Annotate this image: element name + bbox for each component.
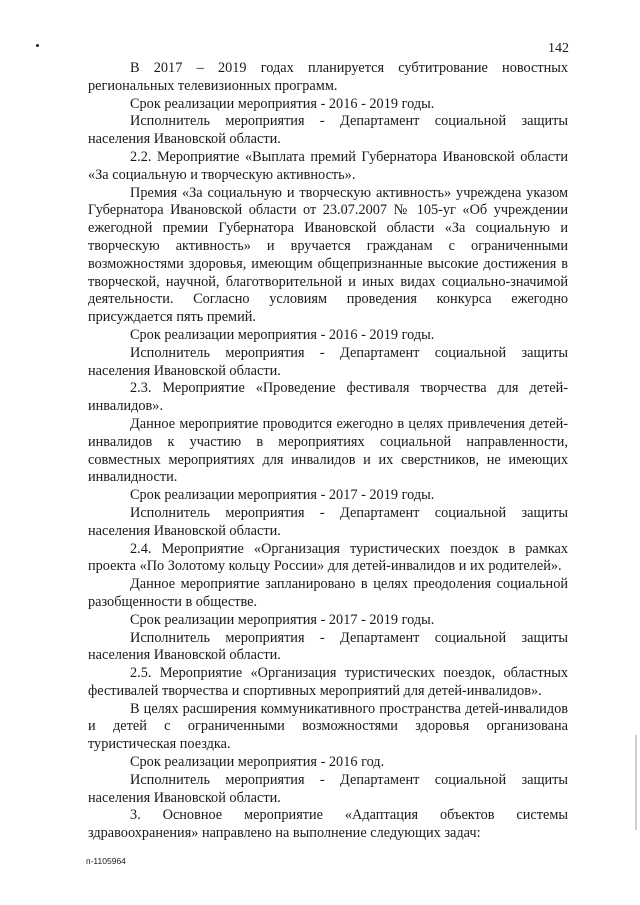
paragraph: Срок реализации мероприятия - 2017 - 2019 годы.	[130, 611, 435, 628]
paragraph: Исполнитель мероприятия - Департамент социальной защиты населения Ивановской области.	[88, 113, 568, 148]
paragraph: В 2017 – 2019 годах планируется субтитрование новостных региональных телевизионных программ.	[88, 60, 568, 94]
paragraph: Срок реализации мероприятия - 2016 - 2019 годы.	[130, 326, 435, 343]
paragraph: В целях расширения коммуникативного пространства детей-инвалидов и детей с ограниченными возможностями здоровья организована туристическая поездка.	[88, 700, 568, 753]
footer-code: п-1105964	[86, 856, 126, 866]
page-number: 142	[548, 41, 569, 56]
scan-speck	[36, 44, 39, 47]
paragraph: Срок реализации мероприятия - 2017 - 2019 годы.	[130, 487, 435, 504]
paragraph: 3. Основное мероприятие «Адаптация объектов системы здравоохранения» направлено на выполнение следующих задач:	[88, 807, 568, 842]
document-body	[88, 60, 568, 843]
paragraph: Исполнитель мероприятия - Департамент социальной защиты населения Ивановской области.	[88, 629, 568, 664]
paragraph: 2.2. Мероприятие «Выплата премий Губернатора Ивановской области «За социальную и творческую активность».	[88, 148, 568, 183]
paragraph: Премия «За социальную и творческую активность» учреждена указом Губернатора Ивановской области от 23.07.2007 № 105-уг «Об учреждении ежегодной премии Губернатора Ивановской области «За социальную и творческую активность» и вручается гражданам с ограниченными возможностями здоровья, имеющим общепризнанные высокие достижения в творческой, научной, благотворительной и иных видах социально-значимой деятельности. Согласно условиям проведения конкурса ежегодно присуждается пять премий.	[88, 184, 568, 326]
paragraph: Исполнитель мероприятия - Департамент социальной защиты населения Ивановской области.	[88, 504, 568, 539]
paragraph: Срок реализации мероприятия - 2016 - 2019 годы.	[130, 95, 435, 112]
paragraph: Исполнитель мероприятия - Департамент социальной защиты населения Ивановской области.	[88, 344, 568, 379]
paragraph: Данное мероприятие запланировано в целях преодоления социальной разобщенности в обществе.	[88, 576, 568, 610]
paragraph: 2.5. Мероприятие «Организация туристических поездок, областных фестивалей творчества и спортивных мероприятий для детей-инвалидов».	[88, 665, 568, 699]
paragraph: 2.4. Мероприятие «Организация туристических поездок в рамках проекта «По Золотому кольцу России» для детей-инвалидов и их родителей».	[88, 540, 568, 575]
paragraph: Исполнитель мероприятия - Департамент социальной защиты населения Ивановской области.	[88, 771, 568, 806]
paragraph: 2.3. Мероприятие «Проведение фестиваля творчества для детей-инвалидов».	[88, 380, 568, 415]
paragraph: Срок реализации мероприятия - 2016 год.	[130, 754, 385, 771]
scan-edge	[635, 735, 637, 830]
paragraph: Данное мероприятие проводится ежегодно в целях привлечения детей-инвалидов к участию в мероприятиях социальной направленности, совместных мероприятиях для инвалидов и их сверстников, не имеющих инвалидности.	[88, 415, 568, 486]
